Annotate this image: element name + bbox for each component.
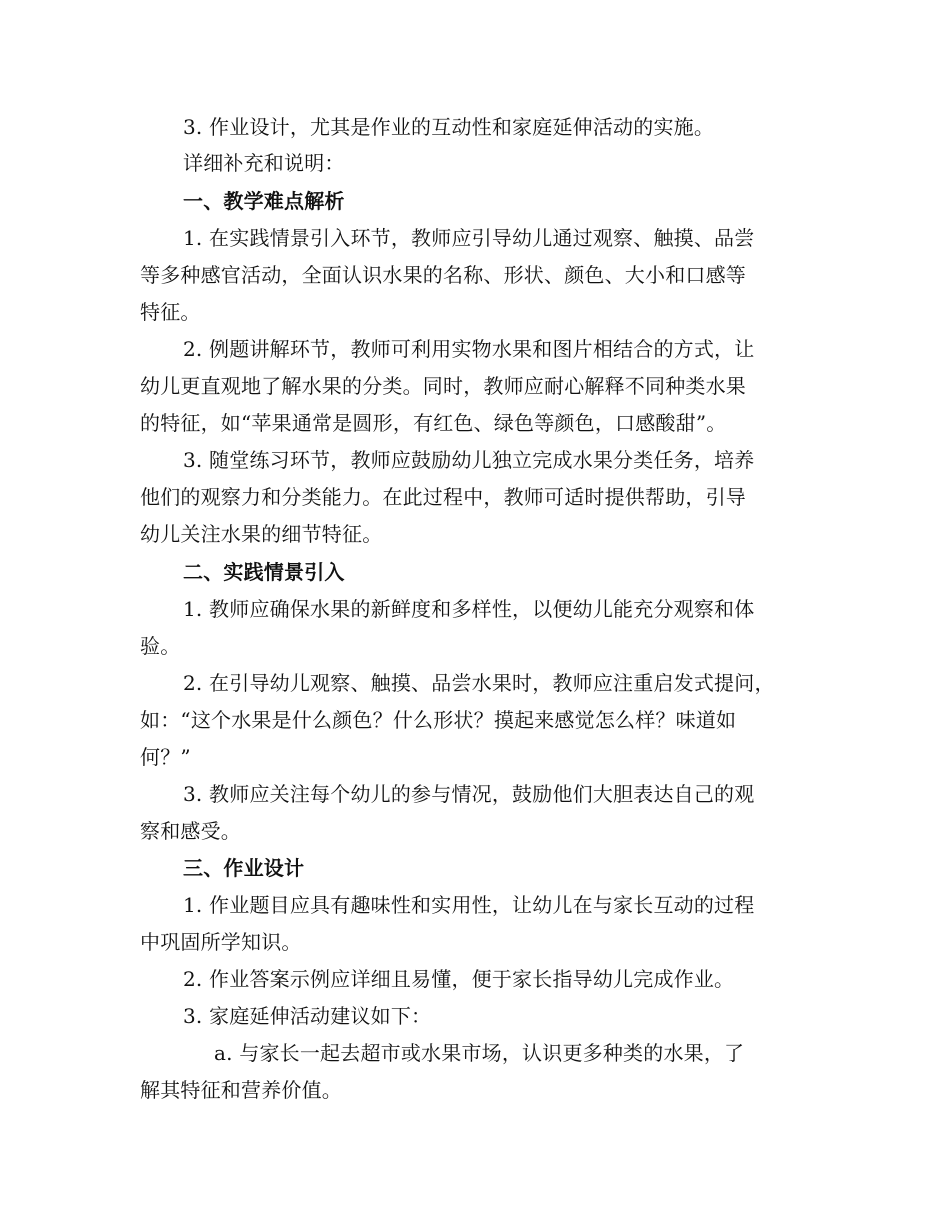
paragraph-line: 3. 家庭延伸活动建议如下： [183,1004,432,1028]
paragraph-line: 幼儿关注水果的细节特征。 [140,522,383,546]
paragraph-line: 2. 例题讲解环节，教师可利用实物水果和图片相结合的方式，让 [183,337,755,361]
paragraph-line: 2. 在引导幼儿观察、触摸、品尝水果时，教师应注重启发式提问， [183,671,775,695]
paragraph-line: 等多种感官活动，全面认识水果的名称、形状、颜色、大小和口感等 [140,263,746,287]
paragraph-line: 3. 随堂练习环节，教师应鼓励幼儿独立完成水果分类任务，培养 [183,448,755,472]
paragraph-line: a. 与家长一起去超市或水果市场，认识更多种类的水果，了 [214,1041,745,1065]
paragraph-line: 他们的观察力和分类能力。在此过程中，教师可适时提供帮助，引导 [140,485,746,509]
paragraph-line: 特征。 [140,300,201,324]
paragraph-line: 3. 作业设计，尤其是作业的互动性和家庭延伸活动的实施。 [183,115,715,139]
section-heading: 一、教学难点解析 [183,189,345,213]
paragraph-line: 察和感受。 [140,819,241,843]
paragraph-line: 的特征，如“苹果通常是圆形，有红色、绿色等颜色，口感酸甜”。 [140,411,727,435]
paragraph-line: 2. 作业答案示例应详细且易懂，便于家长指导幼儿完成作业。 [183,967,735,991]
paragraph-line: 1. 在实践情景引入环节，教师应引导幼儿通过观察、触摸、品尝 [183,226,755,250]
section-heading: 三、作业设计 [183,856,305,880]
paragraph-line: 中巩固所学知识。 [140,930,302,954]
paragraph-line: 幼儿更直观地了解水果的分类。同时，教师应耐心解释不同种类水果 [140,374,746,398]
paragraph-line: 解其特征和营养价值。 [140,1078,342,1102]
paragraph-line: 1. 教师应确保水果的新鲜度和多样性，以便幼儿能充分观察和体 [183,597,755,621]
section-heading: 二、实践情景引入 [183,560,345,584]
paragraph-line: 何？” [140,745,191,769]
paragraph-line: 3. 教师应关注每个幼儿的参与情况，鼓励他们大胆表达自己的观 [183,782,755,806]
paragraph-line: 1. 作业题目应具有趣味性和实用性，让幼儿在与家长互动的过程 [183,893,755,917]
paragraph-line: 验。 [140,634,181,658]
paragraph-line: 详细补充和说明： [183,151,345,175]
paragraph-line: 如：“这个水果是什么颜色？什么形状？摸起来感觉怎么样？味道如 [140,708,737,732]
